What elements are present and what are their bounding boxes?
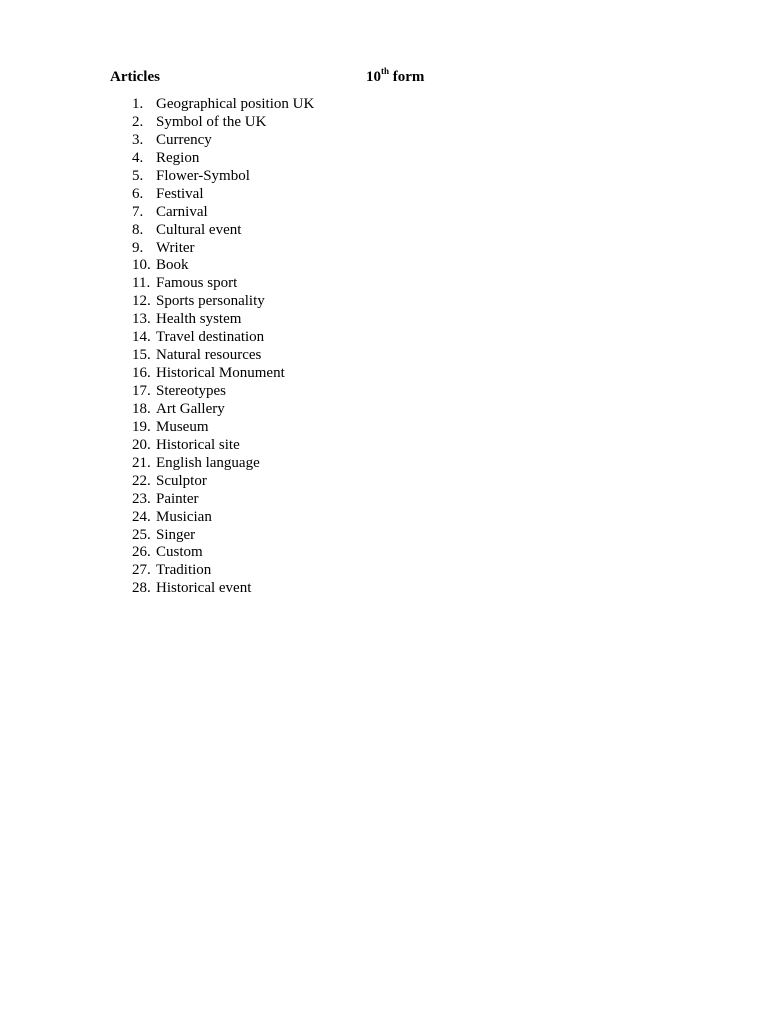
list-item-text: Natural resources xyxy=(156,347,262,364)
list-item-number: 7. xyxy=(132,203,144,220)
list-item-number: 21. xyxy=(132,454,151,471)
list-item-number: 22. xyxy=(132,472,151,489)
list-item-text: Musician xyxy=(156,508,212,525)
list-item-number: 19. xyxy=(132,418,151,435)
document-title: Articles xyxy=(110,69,160,85)
list-item-number: 6. xyxy=(132,185,144,202)
list-item-number: 2. xyxy=(132,113,144,130)
list-item-number: 13. xyxy=(132,311,151,328)
list-item-text: Historical event xyxy=(156,580,252,597)
list-item-number: 15. xyxy=(132,347,151,364)
list-item-text: Flower-Symbol xyxy=(156,167,250,184)
list-item-text: Geographical position UK xyxy=(156,96,315,112)
list-item-number: 14. xyxy=(132,329,151,346)
list-item-number: 26. xyxy=(132,544,151,561)
form-word: form xyxy=(392,69,425,85)
list-item-number: 11. xyxy=(132,275,151,292)
form-suffix: th xyxy=(381,66,390,76)
list-item-text: English language xyxy=(156,454,260,471)
list-item-text: Historical site xyxy=(156,436,240,453)
list-item-text: Symbol of the UK xyxy=(156,113,267,130)
form-label xyxy=(366,68,424,86)
list-item-text: Cultural event xyxy=(156,221,242,238)
list-item-text: Carnival xyxy=(156,203,208,220)
list-item-text: Currency xyxy=(156,131,212,148)
list-item-number: 16. xyxy=(132,365,151,382)
list-item-number: 20. xyxy=(132,436,151,453)
list-item-number: 18. xyxy=(132,400,151,417)
list-item-number: 23. xyxy=(132,490,151,507)
list-item-number: 5. xyxy=(132,167,144,184)
list-item-number: 3. xyxy=(132,131,144,148)
list-item-number: 1. xyxy=(132,96,144,112)
list-item-number: 24. xyxy=(132,508,151,525)
list-item-text: Painter xyxy=(156,490,199,507)
list-item-text: Custom xyxy=(156,544,203,561)
list-item-text: Famous sport xyxy=(156,275,238,292)
list-item-number: 12. xyxy=(132,293,151,310)
list-item-text: Tradition xyxy=(156,562,212,579)
list-item-text: Health system xyxy=(156,311,242,328)
list-item-text: Museum xyxy=(156,418,209,435)
list-item-text: Travel destination xyxy=(156,329,265,346)
list-item-number: 10. xyxy=(132,257,151,274)
list-item-text: Festival xyxy=(156,185,204,202)
list-item-number: 8. xyxy=(132,221,144,238)
list-item-number: 9. xyxy=(132,239,144,256)
list-item-number: 17. xyxy=(132,383,151,399)
list-item-text: Book xyxy=(156,257,189,274)
list-item-number: 4. xyxy=(132,149,144,166)
list-item-text: Historical Monument xyxy=(156,365,285,382)
form-number: 10 xyxy=(366,69,381,85)
list-item-text: Region xyxy=(156,149,200,166)
list-item-text: Art Gallery xyxy=(156,400,225,417)
list-item-text: Sports personality xyxy=(156,293,265,310)
list-item-number: 27. xyxy=(132,562,151,579)
list-item-number: 28. xyxy=(132,580,151,597)
list-item-text: Sculptor xyxy=(156,472,207,489)
list-item-text: Writer xyxy=(156,239,195,256)
list-item-text: Stereotypes xyxy=(156,383,226,399)
list-item-text: Singer xyxy=(156,526,196,543)
list-item-number: 25. xyxy=(132,526,151,543)
